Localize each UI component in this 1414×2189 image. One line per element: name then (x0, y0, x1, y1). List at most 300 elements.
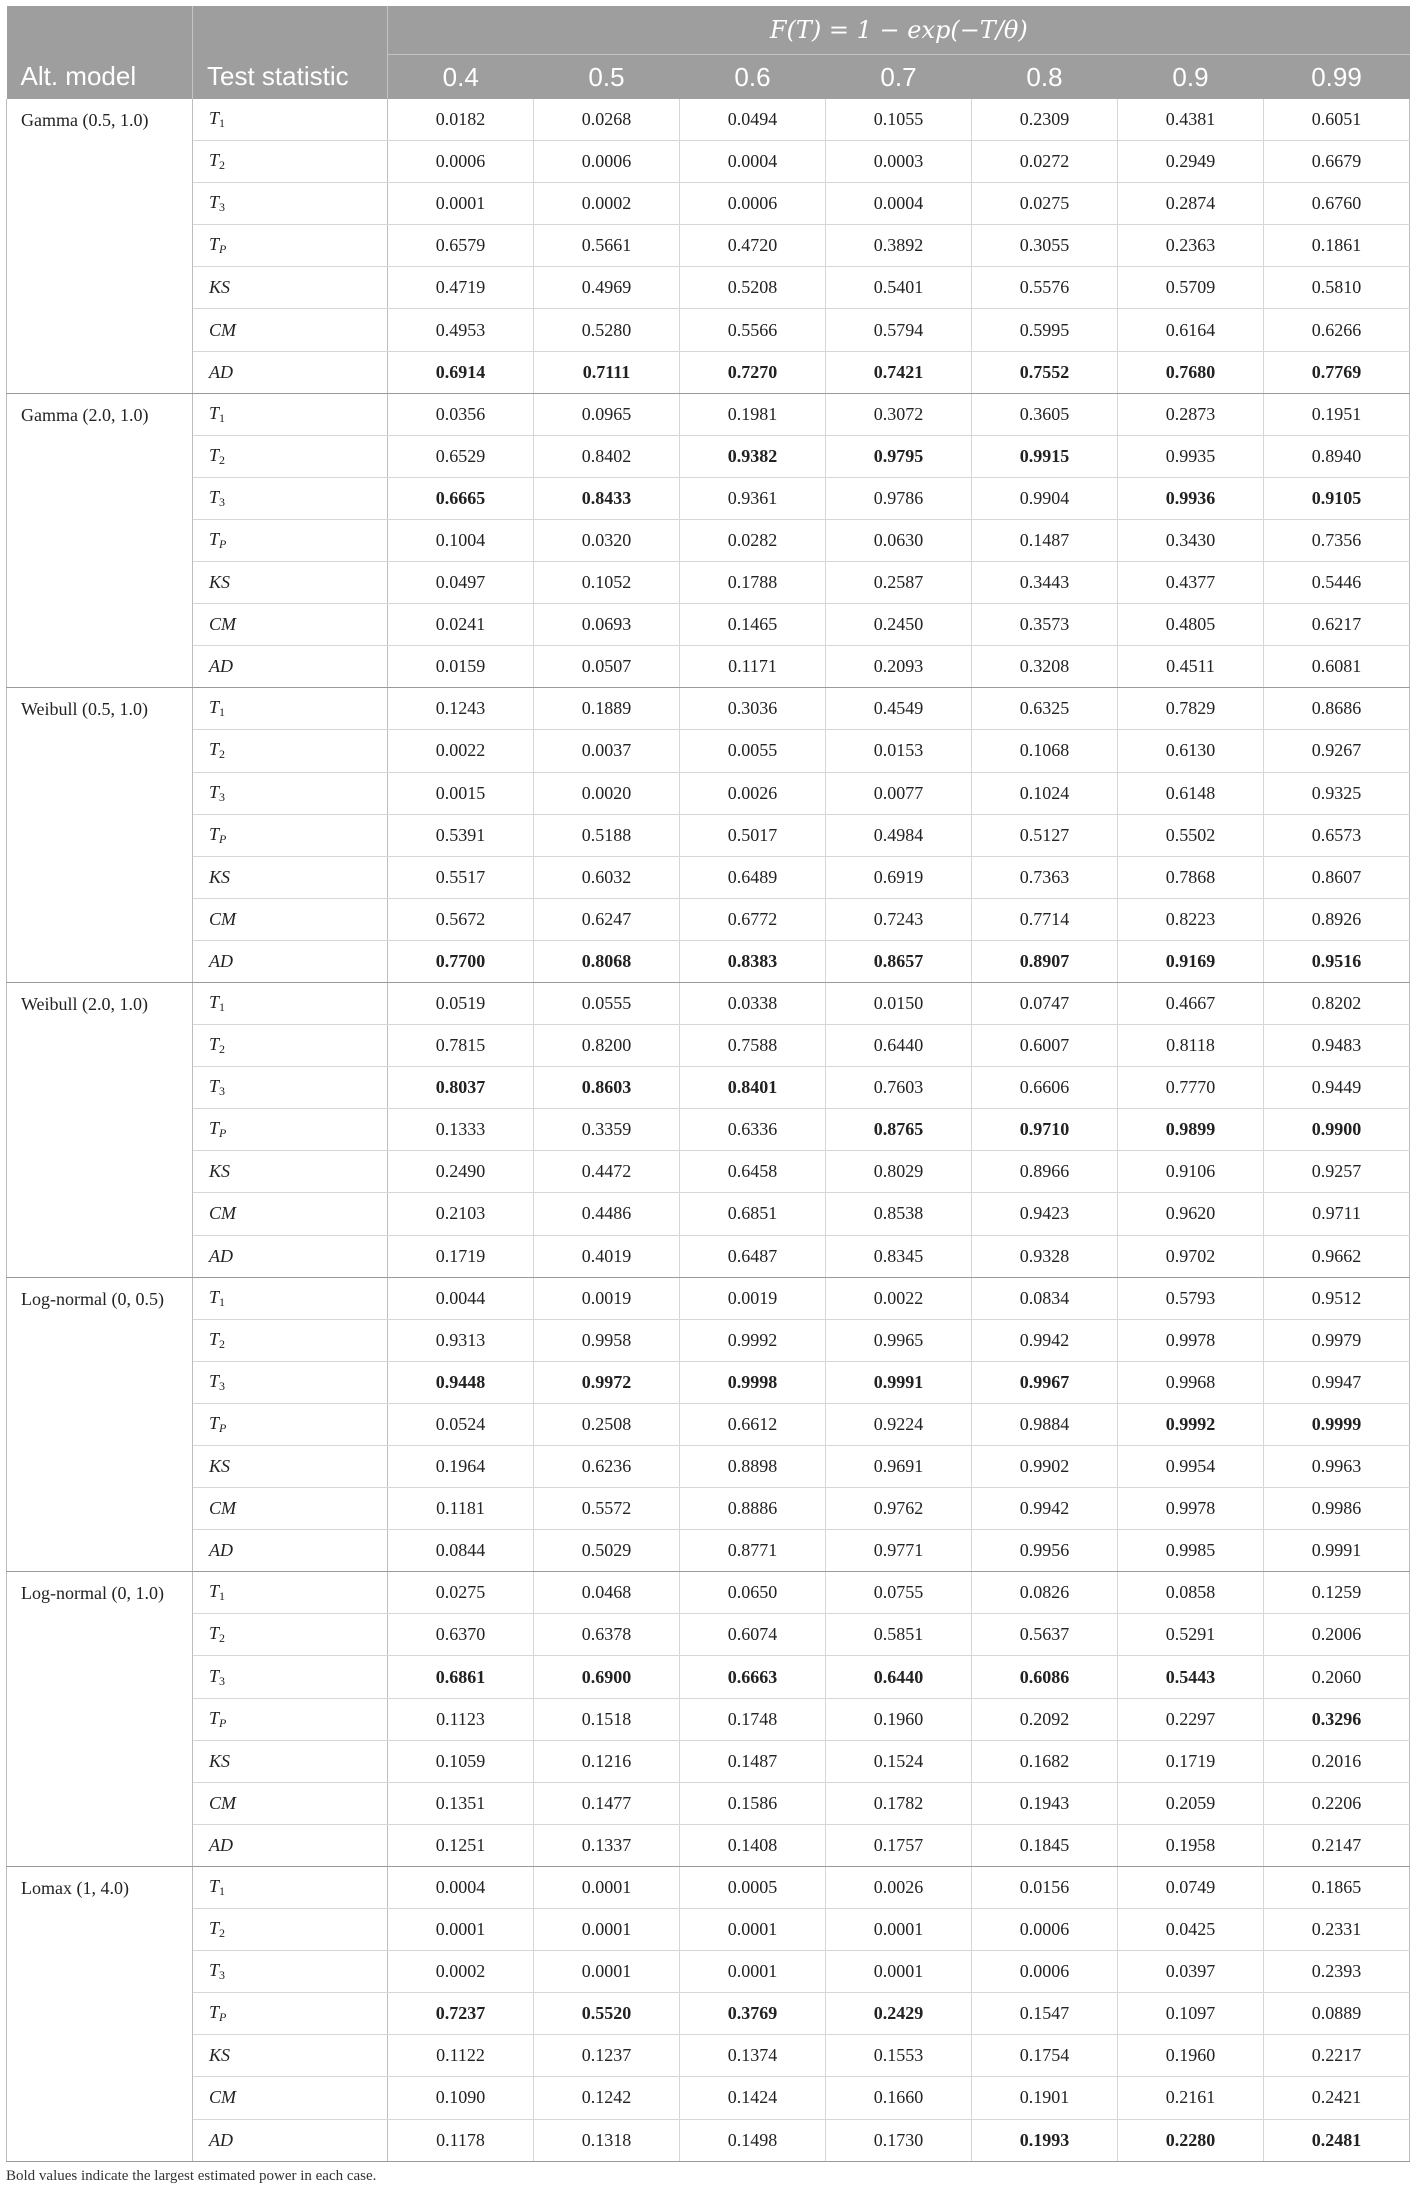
alt-model-cell: Log-normal (0, 0.5) (7, 1277, 193, 1572)
power-value-cell: 0.1408 (680, 1824, 826, 1866)
statistic-subscript: 1 (219, 1294, 226, 1309)
power-value-cell: 0.1477 (534, 1782, 680, 1824)
test-statistic-cell (193, 309, 388, 351)
power-value-cell: 0.3430 (1118, 519, 1264, 561)
power-value-cell: 0.0507 (534, 646, 680, 688)
statistic-subscript: 2 (219, 747, 226, 762)
power-value-cell: 0.6919 (826, 856, 972, 898)
power-value-cell: 0.1097 (1118, 1993, 1264, 2035)
power-value-cell: 0.6051 (1264, 99, 1410, 141)
power-value-cell: 0.6663 (680, 1656, 826, 1698)
power-value-cell: 0.1719 (1118, 1740, 1264, 1782)
power-value-cell: 0.1754 (972, 2035, 1118, 2077)
power-value-cell: 0.0077 (826, 772, 972, 814)
test-statistic-cell (193, 562, 388, 604)
power-value-cell: 0.9899 (1118, 1109, 1264, 1151)
power-value-cell: 0.4969 (534, 267, 680, 309)
power-value-cell: 0.0338 (680, 982, 826, 1024)
power-value-cell: 0.2217 (1264, 2035, 1410, 2077)
power-value-cell: 0.9884 (972, 1403, 1118, 1445)
test-statistic-cell (193, 1782, 388, 1824)
header-col-0-8: 0.8 (972, 55, 1118, 100)
power-value-cell: 0.7680 (1118, 351, 1264, 393)
power-value-cell: 0.4511 (1118, 646, 1264, 688)
statistic-symbol: KS (209, 1750, 231, 1771)
power-value-cell: 0.7815 (388, 1025, 534, 1067)
header-blank-model (7, 6, 193, 55)
power-value-cell: 0.9991 (1264, 1530, 1410, 1572)
test-statistic-cell (193, 2035, 388, 2077)
power-value-cell: 0.7421 (826, 351, 972, 393)
power-value-cell: 0.3769 (680, 1993, 826, 2035)
power-value-cell: 0.9169 (1118, 940, 1264, 982)
table-footnote: Bold values indicate the largest estimated power in each case. (6, 2168, 377, 2184)
test-statistic-cell (193, 982, 388, 1024)
table-row (7, 435, 1410, 477)
table-row (7, 730, 1410, 772)
power-value-cell: 0.5127 (972, 814, 1118, 856)
statistic-subscript: 3 (219, 789, 226, 804)
test-statistic-cell (193, 225, 388, 267)
table-header (7, 6, 1410, 99)
power-value-cell: 0.0275 (388, 1572, 534, 1614)
power-value-cell: 0.9771 (826, 1530, 972, 1572)
power-value-cell: 0.5576 (972, 267, 1118, 309)
power-value-cell: 0.9382 (680, 435, 826, 477)
test-statistic-cell (193, 1909, 388, 1951)
power-value-cell: 0.8433 (534, 477, 680, 519)
power-value-cell: 0.0005 (680, 1866, 826, 1908)
power-value-cell: 0.8765 (826, 1109, 972, 1151)
power-value-cell: 0.8383 (680, 940, 826, 982)
table-row (7, 1698, 1410, 1740)
statistic-symbol: CM (209, 614, 236, 635)
power-value-cell: 0.4984 (826, 814, 972, 856)
power-value-cell: 0.1960 (826, 1698, 972, 1740)
power-value-cell: 0.8118 (1118, 1025, 1264, 1067)
power-value-cell: 0.0268 (534, 99, 680, 141)
statistic-symbol: T (209, 528, 220, 549)
table-row (7, 1109, 1410, 1151)
table-row (7, 1782, 1410, 1824)
power-value-cell: 0.9328 (972, 1235, 1118, 1277)
power-value-cell: 0.1424 (680, 2077, 826, 2119)
power-value-cell: 0.0002 (388, 1951, 534, 1993)
power-value-cell: 0.5443 (1118, 1656, 1264, 1698)
power-value-cell: 0.1958 (1118, 1824, 1264, 1866)
table-row (7, 1446, 1410, 1488)
power-value-cell: 0.3036 (680, 688, 826, 730)
power-value-cell: 0.6579 (388, 225, 534, 267)
table-row (7, 225, 1410, 267)
power-value-cell: 0.6130 (1118, 730, 1264, 772)
power-value-cell: 0.2363 (1118, 225, 1264, 267)
power-value-cell: 0.9902 (972, 1446, 1118, 1488)
power-value-cell: 0.1318 (534, 2119, 680, 2161)
power-value-cell: 0.9998 (680, 1361, 826, 1403)
power-value-cell: 0.0006 (388, 141, 534, 183)
test-statistic-cell (193, 351, 388, 393)
power-value-cell: 0.2006 (1264, 1614, 1410, 1656)
test-statistic-cell (193, 141, 388, 183)
test-statistic-cell (193, 1740, 388, 1782)
test-statistic-cell (193, 856, 388, 898)
power-value-cell: 0.5793 (1118, 1277, 1264, 1319)
power-value-cell: 0.0006 (972, 1951, 1118, 1993)
power-value-cell: 0.5280 (534, 309, 680, 351)
power-value-cell: 0.2393 (1264, 1951, 1410, 1993)
power-value-cell: 0.8223 (1118, 898, 1264, 940)
power-value-cell: 0.1993 (972, 2119, 1118, 2161)
table-row (7, 1319, 1410, 1361)
alt-model-cell: Lomax (1, 4.0) (7, 1866, 193, 2161)
power-value-cell: 0.2016 (1264, 1740, 1410, 1782)
table-row (7, 267, 1410, 309)
power-value-cell: 0.9958 (534, 1319, 680, 1361)
power-value-cell: 0.2297 (1118, 1698, 1264, 1740)
statistic-symbol: T (209, 1918, 220, 1939)
power-value-cell: 0.0749 (1118, 1866, 1264, 1908)
power-value-cell: 0.9786 (826, 477, 972, 519)
power-value-cell: 0.8401 (680, 1067, 826, 1109)
power-value-cell: 0.8940 (1264, 435, 1410, 477)
statistic-symbol: AD (209, 1834, 233, 1855)
power-value-cell: 0.1730 (826, 2119, 972, 2161)
power-value-cell: 0.3443 (972, 562, 1118, 604)
statistic-symbol: T (209, 1286, 220, 1307)
power-value-cell: 0.6007 (972, 1025, 1118, 1067)
statistic-symbol: T (209, 444, 220, 465)
power-value-cell: 0.1586 (680, 1782, 826, 1824)
table-row (7, 1572, 1410, 1614)
test-statistic-cell (193, 1614, 388, 1656)
statistic-symbol: KS (209, 1161, 231, 1182)
test-statistic-cell (193, 898, 388, 940)
power-value-cell: 0.0006 (972, 1909, 1118, 1951)
power-value-cell: 0.7237 (388, 1993, 534, 2035)
table-row (7, 1361, 1410, 1403)
test-statistic-cell (193, 435, 388, 477)
table-row (7, 1277, 1410, 1319)
power-value-cell: 0.0282 (680, 519, 826, 561)
statistic-symbol: T (209, 697, 220, 718)
table-row (7, 2119, 1410, 2161)
statistic-subscript: 2 (219, 1926, 226, 1941)
header-col-0-4: 0.4 (388, 55, 534, 100)
test-statistic-cell (193, 1067, 388, 1109)
power-value-cell: 0.6032 (534, 856, 680, 898)
statistic-subscript: P (219, 1715, 227, 1730)
header-col-0-6: 0.6 (680, 55, 826, 100)
test-statistic-cell (193, 688, 388, 730)
statistic-symbol: CM (209, 908, 236, 929)
power-value-cell: 0.0182 (388, 99, 534, 141)
header-col-0-7: 0.7 (826, 55, 972, 100)
test-statistic-cell (193, 1866, 388, 1908)
power-value-cell: 0.6679 (1264, 141, 1410, 183)
power-value-cell: 0.1518 (534, 1698, 680, 1740)
power-value-cell: 0.2490 (388, 1151, 534, 1193)
power-value-cell: 0.7111 (534, 351, 680, 393)
power-value-cell: 0.2429 (826, 1993, 972, 2035)
power-value-cell: 0.0468 (534, 1572, 680, 1614)
power-value-cell: 0.1237 (534, 2035, 680, 2077)
statistic-subscript: 3 (219, 200, 226, 215)
power-table-container (6, 6, 1410, 2162)
power-value-cell: 0.5188 (534, 814, 680, 856)
power-value-cell: 0.6336 (680, 1109, 826, 1151)
power-value-cell: 0.2508 (534, 1403, 680, 1445)
statistic-subscript: 3 (219, 1968, 226, 1983)
power-value-cell: 0.7829 (1118, 688, 1264, 730)
statistic-symbol: T (209, 150, 220, 171)
power-value-cell: 0.0150 (826, 982, 972, 1024)
power-value-cell: 0.6606 (972, 1067, 1118, 1109)
power-value-cell: 0.9954 (1118, 1446, 1264, 1488)
table-row (7, 1151, 1410, 1193)
power-value-cell: 0.1123 (388, 1698, 534, 1740)
power-value-cell: 0.6529 (388, 435, 534, 477)
power-value-cell: 0.6217 (1264, 604, 1410, 646)
power-value-cell: 0.7270 (680, 351, 826, 393)
table-row (7, 1025, 1410, 1067)
statistic-symbol: T (209, 781, 220, 802)
power-value-cell: 0.4549 (826, 688, 972, 730)
power-value-cell: 0.1748 (680, 1698, 826, 1740)
table-row (7, 1614, 1410, 1656)
power-value-cell: 0.0497 (388, 562, 534, 604)
test-statistic-cell (193, 1824, 388, 1866)
test-statistic-cell (193, 772, 388, 814)
power-value-cell: 0.7700 (388, 940, 534, 982)
power-value-cell: 0.0001 (388, 183, 534, 225)
power-value-cell: 0.0747 (972, 982, 1118, 1024)
power-value-cell: 0.1487 (680, 1740, 826, 1782)
power-value-cell: 0.2206 (1264, 1782, 1410, 1824)
power-value-cell: 0.6851 (680, 1193, 826, 1235)
statistic-symbol: CM (209, 1498, 236, 1519)
table-row (7, 1909, 1410, 1951)
power-value-cell: 0.5672 (388, 898, 534, 940)
statistic-symbol: T (209, 992, 220, 1013)
power-value-cell: 0.8907 (972, 940, 1118, 982)
power-value-cell: 0.1216 (534, 1740, 680, 1782)
power-value-cell: 0.6573 (1264, 814, 1410, 856)
power-value-cell: 0.1757 (826, 1824, 972, 1866)
power-value-cell: 0.8538 (826, 1193, 972, 1235)
power-value-cell: 0.0965 (534, 393, 680, 435)
power-value-cell: 0.5017 (680, 814, 826, 856)
power-value-cell: 0.0156 (972, 1866, 1118, 1908)
power-value-cell: 0.9915 (972, 435, 1118, 477)
test-statistic-cell (193, 1951, 388, 1993)
statistic-symbol: T (209, 1581, 220, 1602)
header-alt-model: Alt. model (7, 55, 193, 100)
power-value-cell: 0.9991 (826, 1361, 972, 1403)
power-value-cell: 0.9710 (972, 1109, 1118, 1151)
power-value-cell: 0.1889 (534, 688, 680, 730)
power-value-cell: 0.8657 (826, 940, 972, 982)
statistic-symbol: T (209, 1665, 220, 1686)
power-value-cell: 0.4720 (680, 225, 826, 267)
power-value-cell: 0.6489 (680, 856, 826, 898)
power-value-cell: 0.7363 (972, 856, 1118, 898)
statistic-symbol: AD (209, 950, 233, 971)
statistic-symbol: T (209, 108, 220, 129)
test-statistic-cell (193, 2077, 388, 2119)
power-value-cell: 0.6665 (388, 477, 534, 519)
power-value-cell: 0.3573 (972, 604, 1118, 646)
power-value-cell: 0.6148 (1118, 772, 1264, 814)
power-value-cell: 0.1553 (826, 2035, 972, 2077)
power-value-cell: 0.1547 (972, 1993, 1118, 2035)
table-row (7, 898, 1410, 940)
statistic-symbol: CM (209, 1203, 236, 1224)
test-statistic-cell (193, 1319, 388, 1361)
power-value-cell: 0.2481 (1264, 2119, 1410, 2161)
statistic-symbol: CM (209, 319, 236, 340)
power-value-cell: 0.6440 (826, 1025, 972, 1067)
table-row (7, 646, 1410, 688)
statistic-symbol: KS (209, 1456, 231, 1477)
power-value-cell: 0.9965 (826, 1319, 972, 1361)
power-value-cell: 0.1243 (388, 688, 534, 730)
power-value-cell: 0.6861 (388, 1656, 534, 1698)
statistic-subscript: P (219, 536, 227, 551)
power-value-cell: 0.2874 (1118, 183, 1264, 225)
power-value-cell: 0.9662 (1264, 1235, 1410, 1277)
statistic-subscript: 2 (219, 1336, 226, 1351)
power-value-cell: 0.9449 (1264, 1067, 1410, 1109)
table-row (7, 1403, 1410, 1445)
power-value-cell: 0.4805 (1118, 604, 1264, 646)
power-value-cell: 0.6081 (1264, 646, 1410, 688)
statistic-symbol: T (209, 2002, 220, 2023)
power-value-cell: 0.5391 (388, 814, 534, 856)
table-row (7, 2035, 1410, 2077)
power-value-cell: 0.4381 (1118, 99, 1264, 141)
power-value-cell: 0.3605 (972, 393, 1118, 435)
power-value-cell: 0.7356 (1264, 519, 1410, 561)
power-value-cell: 0.2161 (1118, 2077, 1264, 2119)
power-value-cell: 0.7552 (972, 351, 1118, 393)
statistic-subscript: 3 (219, 1084, 226, 1099)
table-row (7, 1866, 1410, 1908)
power-value-cell: 0.7770 (1118, 1067, 1264, 1109)
power-value-cell: 0.2331 (1264, 1909, 1410, 1951)
power-value-cell: 0.6378 (534, 1614, 680, 1656)
test-statistic-cell (193, 1193, 388, 1235)
statistic-subscript: 1 (219, 1589, 226, 1604)
power-value-cell: 0.7243 (826, 898, 972, 940)
table-row (7, 772, 1410, 814)
power-value-cell: 0.9942 (972, 1488, 1118, 1530)
header-col-0-9: 0.9 (1118, 55, 1264, 100)
power-value-cell: 0.9267 (1264, 730, 1410, 772)
statistic-subscript: 1 (219, 116, 226, 131)
power-value-cell: 0.6325 (972, 688, 1118, 730)
power-value-cell: 0.7769 (1264, 351, 1410, 393)
statistic-symbol: AD (209, 361, 233, 382)
power-value-cell: 0.9947 (1264, 1361, 1410, 1403)
power-value-cell: 0.0519 (388, 982, 534, 1024)
power-value-cell: 0.8402 (534, 435, 680, 477)
table-row (7, 562, 1410, 604)
power-value-cell: 0.0022 (826, 1277, 972, 1319)
test-statistic-cell (193, 1656, 388, 1698)
power-value-cell: 0.9942 (972, 1319, 1118, 1361)
power-value-cell: 0.6247 (534, 898, 680, 940)
power-value-cell: 0.5637 (972, 1614, 1118, 1656)
power-value-cell: 0.8607 (1264, 856, 1410, 898)
power-value-cell: 0.1181 (388, 1488, 534, 1530)
table-row (7, 1193, 1410, 1235)
header-col-0-5: 0.5 (534, 55, 680, 100)
power-value-cell: 0.1845 (972, 1824, 1118, 1866)
test-statistic-cell (193, 1235, 388, 1277)
statistic-symbol: T (209, 823, 220, 844)
power-value-cell: 0.9900 (1264, 1109, 1410, 1151)
test-statistic-cell (193, 1151, 388, 1193)
statistic-symbol: KS (209, 572, 231, 593)
statistic-subscript: P (219, 1420, 227, 1435)
power-value-cell: 0.9711 (1264, 1193, 1410, 1235)
power-value-cell: 0.1024 (972, 772, 1118, 814)
power-value-cell: 0.2949 (1118, 141, 1264, 183)
power-value-cell: 0.0494 (680, 99, 826, 141)
test-statistic-cell (193, 267, 388, 309)
power-value-cell: 0.1524 (826, 1740, 972, 1782)
power-value-cell: 0.0003 (826, 141, 972, 183)
table-row (7, 814, 1410, 856)
power-value-cell: 0.1122 (388, 2035, 534, 2077)
statistic-symbol: T (209, 402, 220, 423)
power-value-cell: 0.9106 (1118, 1151, 1264, 1193)
test-statistic-cell (193, 1361, 388, 1403)
table-row (7, 1235, 1410, 1277)
power-value-cell: 0.9105 (1264, 477, 1410, 519)
table-row (7, 99, 1410, 141)
power-value-cell: 0.9702 (1118, 1235, 1264, 1277)
power-value-cell: 0.9516 (1264, 940, 1410, 982)
power-value-cell: 0.2147 (1264, 1824, 1410, 1866)
statistic-symbol: T (209, 1034, 220, 1055)
power-value-cell: 0.0555 (534, 982, 680, 1024)
power-value-cell: 0.9972 (534, 1361, 680, 1403)
power-value-cell: 0.0001 (534, 1866, 680, 1908)
power-value-cell: 0.9967 (972, 1361, 1118, 1403)
power-value-cell: 0.5517 (388, 856, 534, 898)
power-value-cell: 0.9325 (1264, 772, 1410, 814)
power-value-cell: 0.5661 (534, 225, 680, 267)
power-value-cell: 0.5520 (534, 1993, 680, 2035)
statistic-subscript: 2 (219, 452, 226, 467)
statistic-symbol: KS (209, 866, 231, 887)
power-value-cell: 0.5995 (972, 309, 1118, 351)
power-value-cell: 0.0001 (680, 1951, 826, 1993)
statistic-symbol: T (209, 1328, 220, 1349)
power-value-cell: 0.9986 (1264, 1488, 1410, 1530)
statistic-symbol: T (209, 486, 220, 507)
power-table (6, 6, 1410, 2162)
power-value-cell: 0.3359 (534, 1109, 680, 1151)
table-row (7, 604, 1410, 646)
test-statistic-cell (193, 2119, 388, 2161)
power-value-cell: 0.1242 (534, 2077, 680, 2119)
table-row (7, 1488, 1410, 1530)
power-value-cell: 0.0159 (388, 646, 534, 688)
test-statistic-cell (193, 1488, 388, 1530)
